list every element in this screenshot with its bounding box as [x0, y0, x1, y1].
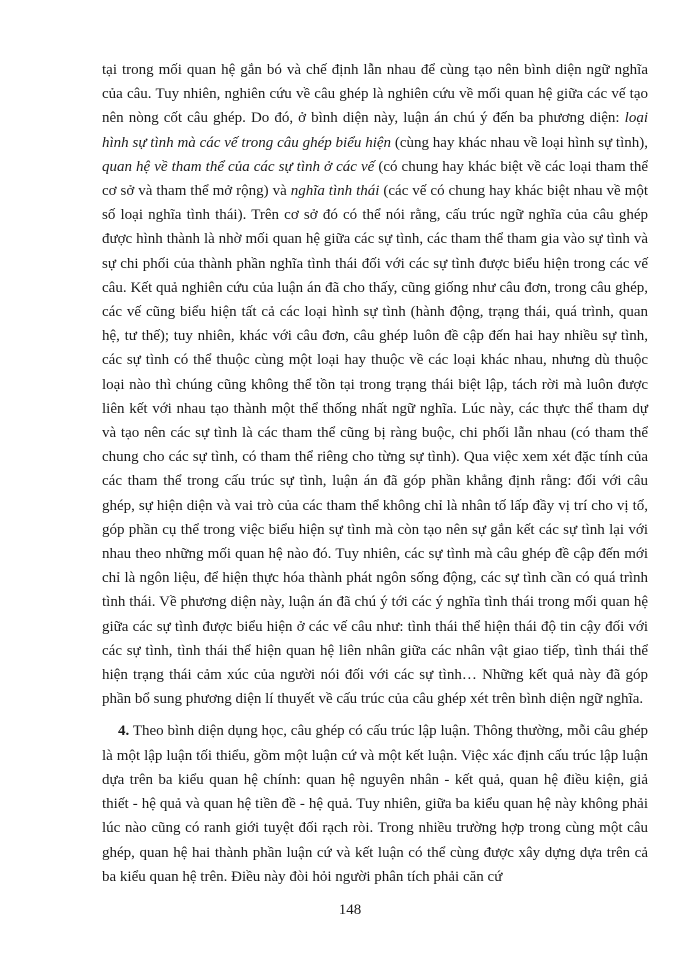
page-number: 148 [338, 902, 362, 918]
italic-phrase: nghĩa tình thái [290, 183, 380, 200]
text-run: (các vế có chung hay khác biệt nhau về một số loại nghĩa tình thái). Trên cơ sở đó có thể nói rằng, cấu trúc ngữ nghĩa của câu ghép được hình thành là nhờ mối quan hệ giữa các sự tình, các tham thể tham gia vào sự tình và sự chi phối của thành phần nghĩa tình thái đối với các sự tình được biểu hiện trong các vế câu. Kết quả nghiên cứu của luận án đã cho thấy, cũng giống như câu đơn, trong câu ghép, các vế cũng biểu hiện tất cả các loại hình sự tình (hành động, trạng thái, quá trình, quan hệ, tư thế); tuy nhiên, khác với câu đơn, câu ghép luôn đề cập đến hai hay nhiều sự tình, các sự tình có thể thuộc cùng một loại hay thuộc về các loại khác nhau, nhưng dù thuộc loại nào thì chúng cũng không thể tồn tại trong trạng thái biệt lập, tách rời mà luôn được liên kết với nhau tạo thành một thể thống nhất ngữ nghĩa. Lúc này, các thực thể tham dự và tạo nên các sự tình là các tham thể cũng bị ràng buộc, chi phối lẫn nhau (có tham thể chung cho các sự tình, có tham thể riêng cho từng sự tình). Qua việc xem xét đặc tính của các tham thể trong cấu trúc sự tình, luận án đã góp phần khẳng định rằng: đối với câu ghép, sự hiện diện và vai trò của các tham thể không chỉ là nhân tố lấp đầy vị trí cho vị tố, góp phần cụ thể trong việc biểu hiện sự tình mà còn tạo nên sự gắn kết các sự tình lại với nhau theo những mối quan hệ nào đó. Tuy nhiên, các sự tình mà câu ghép đề cập đến mới chỉ là ngôn liệu, để hiện thực hóa thành phát ngôn sống động, các sự tình cần có quá trình tình thái. Về phương diện này, luận án đã chú ý tới các ý nghĩa tình thái trong mối quan hệ giữa các sự tình được biểu hiện ở các vế câu như: tình thái thể hiện thái độ tin cậy đối với các sự tình, tình thái thể hiện quan hệ liên nhân giữa các nhân vật giao tiếp, tình thái thể hiện trạng thái cảm xúc của người nói đối với các sự tình… Những kết quả này đã góp phần bổ sung phương diện lí thuyết về cấu trúc của câu ghép xét trên bình diện ngữ nghĩa. [102, 183, 648, 708]
paragraph-pragmatic [102, 719, 648, 888]
text-run: (cùng hay khác nhau về loại hình sự tình), [391, 134, 648, 151]
paragraph-semantic [102, 58, 648, 711]
text-run: (có chung hay khác biệt về các loại tham thể cơ sở và tham thể mở rộng) và [102, 158, 648, 200]
paragraph-number: 4. [118, 723, 130, 740]
italic-phrase: quan hệ về tham thể của các sự tình ở các vế [102, 158, 375, 175]
italic-phrase: loại hình sự tình mà các vế trong câu ghép biểu hiện [102, 110, 648, 151]
document-body [102, 58, 648, 889]
text-run: Theo bình diện dụng học, câu ghép có cấu trúc lập luận. Thông thường, mỗi câu ghép là một lập luận tối thiểu, gồm một luận cứ và một kết luận. Việc xác định cấu trúc lập luận dựa trên ba kiểu quan hệ chính: quan hệ nguyên nhân - kết quả, quan hệ điều kiện, giả thiết - hệ quả và quan hệ tiền đề - hệ quả. Tuy nhiên, giữa ba kiểu quan hệ này không phải lúc nào cũng có ranh giới tuyệt đối rạch ròi. Trong nhiều trường hợp trong cùng một câu ghép, quan hệ hai thành phần luận cứ và kết luận có thể cùng được xây dựng dựa trên cả ba kiểu quan hệ trên. Điều này đòi hỏi người phân tích phải căn cứ [102, 723, 648, 885]
text-run: tại trong mối quan hệ gắn bó và chế định lẫn nhau để cùng tạo nên bình diện ngữ nghĩa của câu. Tuy nhiên, nghiên cứu về câu ghép là nghiên cứu về mối quan hệ giữa các vế tạo nên nòng cốt câu ghép. Do đó, ở bình diện này, luận án chú ý đến ba phương diện: [102, 62, 648, 127]
